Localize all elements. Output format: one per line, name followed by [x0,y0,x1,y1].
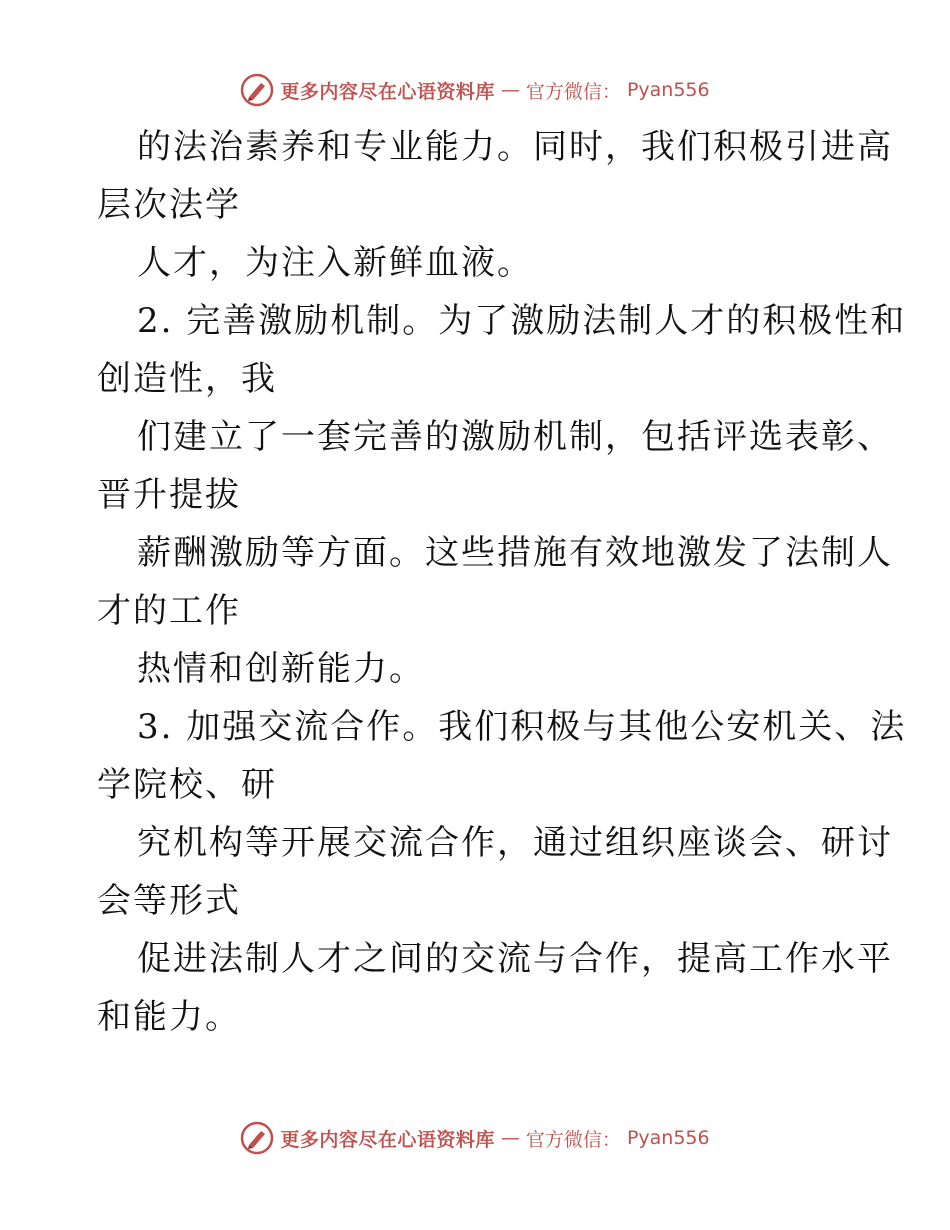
watermark-dash: — [500,1127,520,1149]
text-line: 会等形式 [97,881,241,921]
text-line: 才的工作 [97,591,241,631]
text-line: 薪酬激励等方面。这些措施有效地激发了法制人 [137,533,893,573]
body-text [97,118,907,1046]
text-line: 学院校、研 [97,765,277,805]
watermark-site-text: 更多内容尽在心语资料库 [280,80,495,103]
text-line: 创造性，我 [97,359,277,399]
watermark-contact-id: Pyan556 [626,79,710,101]
text-line: 促进法制人才之间的交流与合作，提高工作水平 [137,939,893,979]
text-line: 晋升提拔 [97,475,241,515]
text-line: 3. 加强交流合作。我们积极与其他公安机关、法 [137,707,907,747]
watermark-contact-id: Pyan556 [626,1127,710,1149]
text-line: 热情和创新能力。 [137,649,425,689]
watermark-contact-label: 官方微信： [525,1128,621,1151]
text-line: 和能力。 [97,997,241,1037]
header-watermark [0,70,950,110]
text-line: 人才，为注入新鲜血液。 [137,243,533,283]
watermark-contact-label: 官方微信： [525,80,621,103]
watermark-site-text: 更多内容尽在心语资料库 [280,1128,495,1151]
pen-logo-icon [240,73,274,107]
watermark-dash: — [500,79,520,101]
text-line: 2. 完善激励机制。为了激励法制人才的积极性和 [137,301,907,341]
footer-watermark [0,1118,950,1158]
pen-logo-icon [240,1121,274,1155]
text-line: 们建立了一套完善的激励机制，包括评选表彰、 [137,417,893,457]
text-line: 层次法学 [97,185,241,225]
text-line: 究机构等开展交流合作，通过组织座谈会、研讨 [137,823,893,863]
text-line: 的法治素养和专业能力。同时，我们积极引进高 [137,127,893,167]
